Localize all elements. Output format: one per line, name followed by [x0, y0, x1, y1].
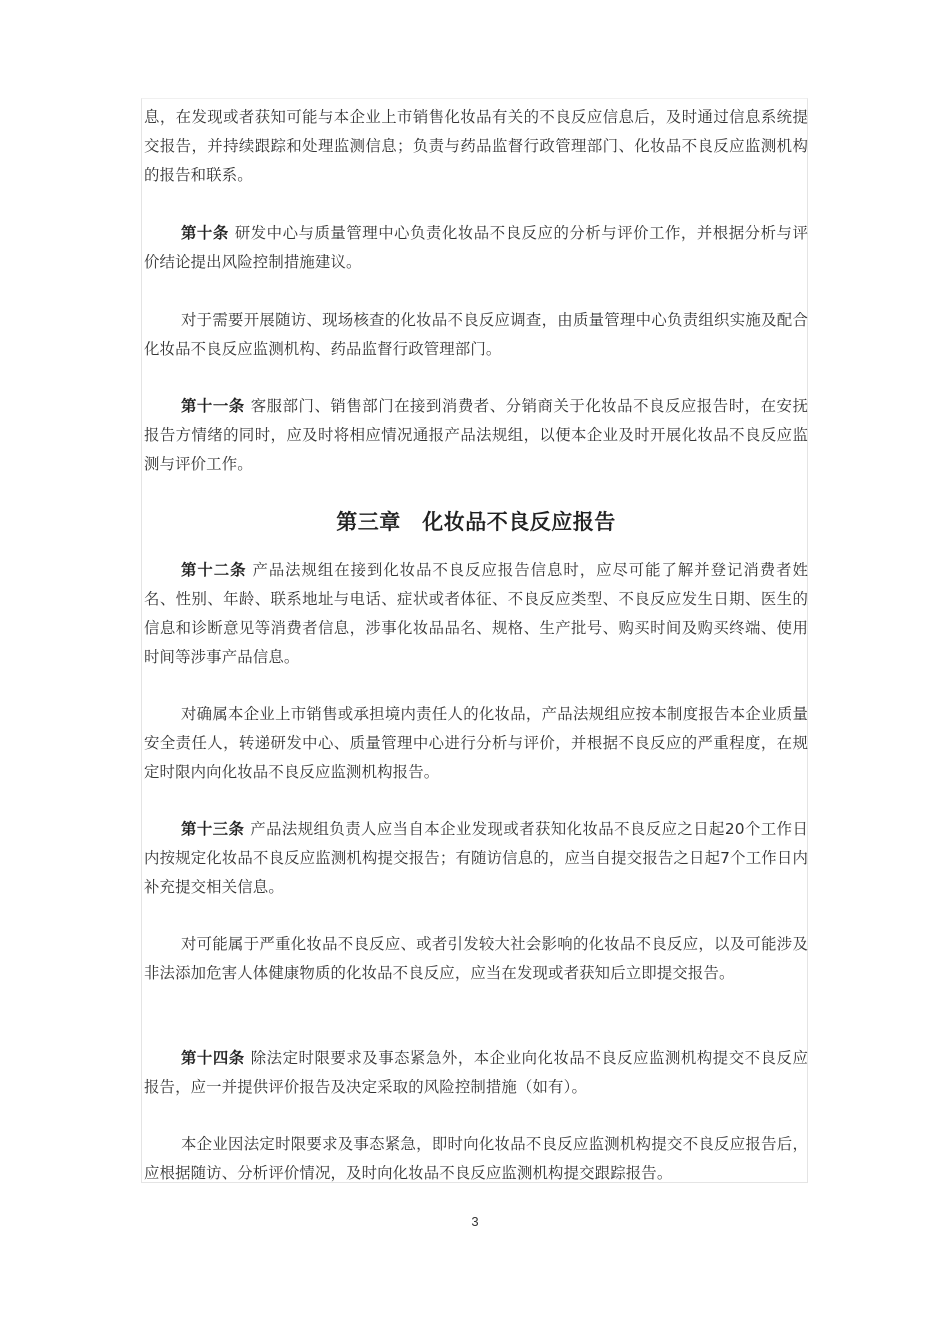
article-text: 产品法规组负责人应当自本企业发现或者获知化妆品不良反应之日起20个工作日内按规定化妆品不良反应监测机构提交报告；有随访信息的，应当自提交报告之日起7个工作日内补充提交相关信息。	[144, 820, 808, 896]
article-label: 第十二条	[181, 561, 247, 579]
paragraph-text: 本企业因法定时限要求及事态紧急，即时向化妆品不良反应监测机构提交不良反应报告后，应根据随访、分析评价情况，及时向化妆品不良反应监测机构提交跟踪报告。	[144, 1135, 808, 1182]
paragraph-reporting	[144, 700, 808, 787]
article-14	[144, 1044, 808, 1102]
article-text: 客服部门、销售部门在接到消费者、分销商关于化妆品不良反应报告时，在安抚报告方情绪的同时，应及时将相应情况通报产品法规组，以便本企业及时开展化妆品不良反应监测与评价工作。	[144, 397, 808, 473]
paragraph-serious	[144, 930, 808, 988]
article-10	[144, 219, 808, 277]
article-text: 除法定时限要求及事态紧急外，本企业向化妆品不良反应监测机构提交不良反应报告，应一并提供评价报告及决定采取的风险控制措施（如有）。	[144, 1049, 808, 1096]
paragraph-text: 对可能属于严重化妆品不良反应、或者引发较大社会影响的化妆品不良反应，以及可能涉及非法添加危害人体健康物质的化妆品不良反应，应当在发现或者获知后立即提交报告。	[144, 935, 808, 982]
article-13	[144, 815, 808, 902]
article-label: 第十一条	[181, 397, 245, 415]
paragraph-text: 对确属本企业上市销售或承担境内责任人的化妆品，产品法规组应按本制度报告本企业质量安全责任人，转递研发中心、质量管理中心进行分析与评价，并根据不良反应的严重程度，在规定时限内向化妆品不良反应监测机构报告。	[144, 705, 808, 781]
paragraph-text: 对于需要开展随访、现场核查的化妆品不良反应调查，由质量管理中心负责组织实施及配合化妆品不良反应监测机构、药品监督行政管理部门。	[144, 311, 808, 358]
chapter-title: 第三章 化妆品不良反应报告	[336, 510, 616, 534]
article-12	[144, 556, 808, 672]
paragraph-investigation	[144, 306, 808, 364]
article-label: 第十四条	[181, 1049, 245, 1067]
article-11	[144, 392, 808, 479]
article-text: 产品法规组在接到化妆品不良反应报告信息时，应尽可能了解并登记消费者姓名、性别、年龄、联系地址与电话、症状或者体征、不良反应类型、不良反应发生日期、医生的信息和诊断意见等消费者信息，涉事化妆品品名、规格、生产批号、购买时间及购买终端、使用时间等涉事产品信息。	[144, 561, 808, 666]
page-number: 3	[471, 1214, 479, 1229]
paragraph-followup	[144, 1130, 808, 1188]
article-label: 第十条	[181, 224, 229, 242]
article-label: 第十三条	[181, 820, 245, 838]
paragraph-text: 息，在发现或者获知可能与本企业上市销售化妆品有关的不良反应信息后，及时通过信息系统提交报告，并持续跟踪和处理监测信息；负责与药品监督行政管理部门、化妆品不良反应监测机构的报告和联系。	[144, 108, 808, 184]
paragraph-continuation	[144, 103, 808, 190]
article-text: 研发中心与质量管理中心负责化妆品不良反应的分析与评价工作，并根据分析与评价结论提出风险控制措施建议。	[144, 224, 809, 271]
